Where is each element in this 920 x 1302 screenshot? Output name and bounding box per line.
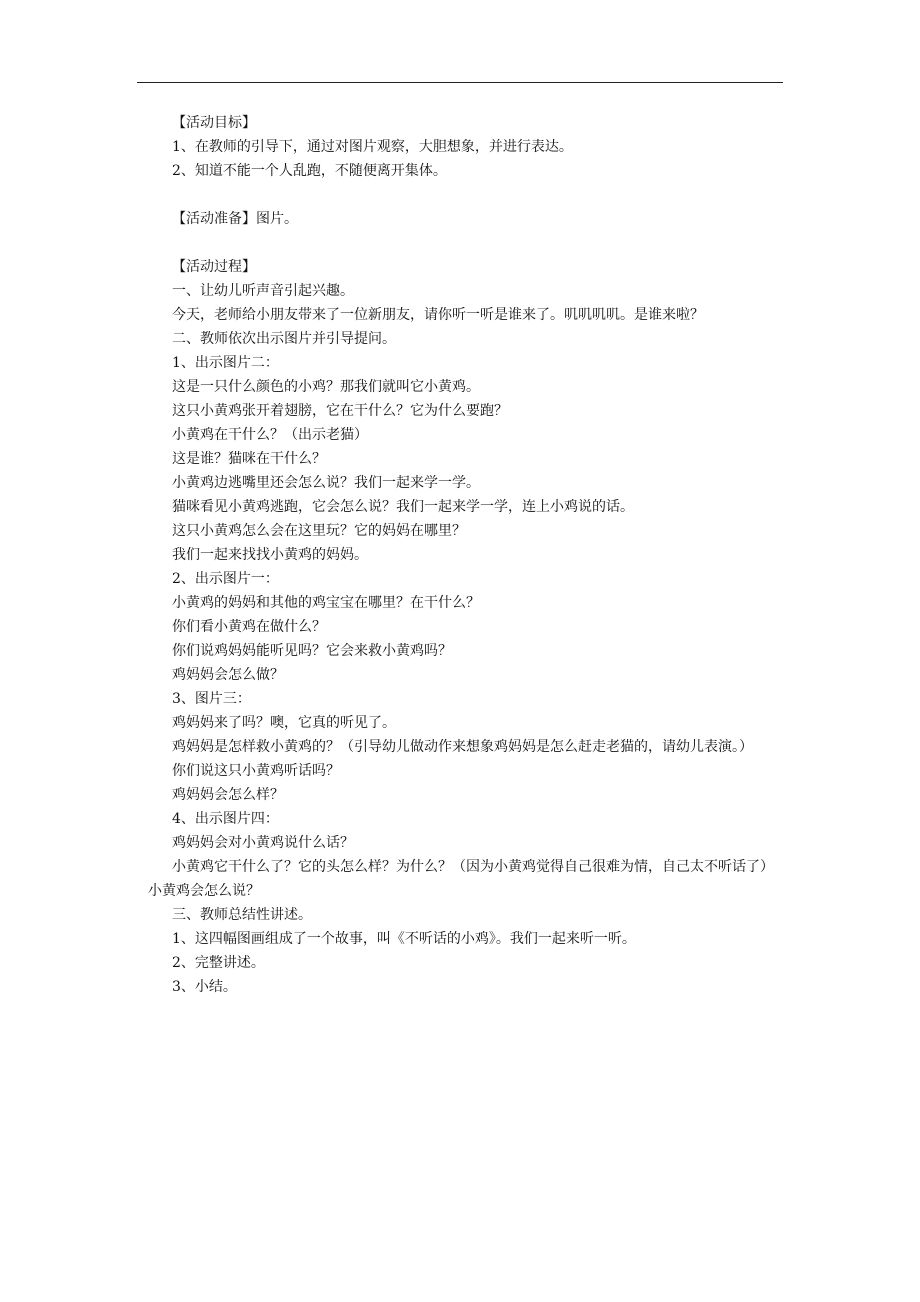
spacer	[172, 231, 786, 255]
pic3-line-wrapped: 鸡妈妈是怎样救小黄鸡的？（引导幼儿做动作来想象鸡妈妈是怎么赶走老猫的，请幼儿表演。）	[172, 739, 753, 755]
preparation: 【活动准备】图片。	[172, 211, 298, 227]
pic2-line: 小黄鸡边逃嘴里还会怎么说？我们一起来学一学。	[172, 475, 480, 491]
step3-item: 1、这四幅图画组成了一个故事，叫《不听话的小鸡》。我们一起来听一听。	[172, 931, 636, 947]
pic1-line: 小黄鸡的妈妈和其他的鸡宝宝在哪里？在干什么？	[172, 595, 480, 611]
pic3-line: 鸡妈妈会怎么样？	[172, 787, 284, 803]
step3-item: 2、完整讲述。	[172, 955, 265, 971]
step1-text: 今天，老师给小朋友带来了一位新朋友，请你听一听是谁来了。叽叽叽叽。是谁来啦？	[172, 307, 704, 323]
pic1-line: 鸡妈妈会怎么做？	[172, 667, 284, 683]
goal-item-2: 2、知道不能一个人乱跑，不随便离开集体。	[172, 163, 447, 179]
step3-item: 3、小结。	[172, 979, 237, 995]
pic2-line: 这只小黄鸡张开着翅膀，它在干什么？它为什么要跑？	[172, 403, 508, 419]
spacer	[172, 183, 786, 207]
pic2-line: 这是谁？猫咪在干什么？	[172, 451, 326, 467]
pic4-title: 4、出示图片四：	[172, 811, 279, 827]
pic4-line-wrapped: 小黄鸡它干什么了？它的头怎么样？为什么？（因为小黄鸡觉得自己很难为情，自己太不听话了）小黄鸡会怎么说？	[148, 859, 774, 899]
goals-heading: 【活动目标】	[172, 115, 256, 131]
pic2-line: 这只小黄鸡怎么会在这里玩？它的妈妈在哪里？	[172, 523, 466, 539]
header-rule	[137, 82, 783, 83]
step1-title: 一、让幼儿听声音引起兴趣。	[172, 283, 354, 299]
pic3-title: 3、图片三：	[172, 691, 251, 707]
pic3-line: 鸡妈妈来了吗？噢，它真的听见了。	[172, 715, 396, 731]
pic3-line: 你们说这只小黄鸡听话吗？	[172, 763, 340, 779]
pic1-line: 你们说鸡妈妈能听见吗？它会来救小黄鸡吗？	[172, 643, 452, 659]
goal-item-1: 1、在教师的引导下，通过对图片观察，大胆想象，并进行表达。	[172, 139, 573, 155]
pic1-line: 你们看小黄鸡在做什么？	[172, 619, 326, 635]
document-body	[148, 111, 786, 999]
pic2-title: 1、出示图片二：	[172, 355, 279, 371]
pic2-line: 小黄鸡在干什么？（出示老猫）	[172, 427, 368, 443]
step3-title: 三、教师总结性讲述。	[172, 907, 312, 923]
step2-title: 二、教师依次出示图片并引导提问。	[172, 331, 396, 347]
pic4-line: 鸡妈妈会对小黄鸡说什么话？	[172, 835, 354, 851]
pic1-title: 2、出示图片一：	[172, 571, 279, 587]
pic2-line: 猫咪看见小黄鸡逃跑，它会怎么说？我们一起来学一学，连上小鸡说的话。	[172, 499, 634, 515]
pic2-line: 我们一起来找找小黄鸡的妈妈。	[172, 547, 368, 563]
pic2-line: 这是一只什么颜色的小鸡？那我们就叫它小黄鸡。	[172, 379, 480, 395]
process-heading: 【活动过程】	[172, 259, 256, 275]
